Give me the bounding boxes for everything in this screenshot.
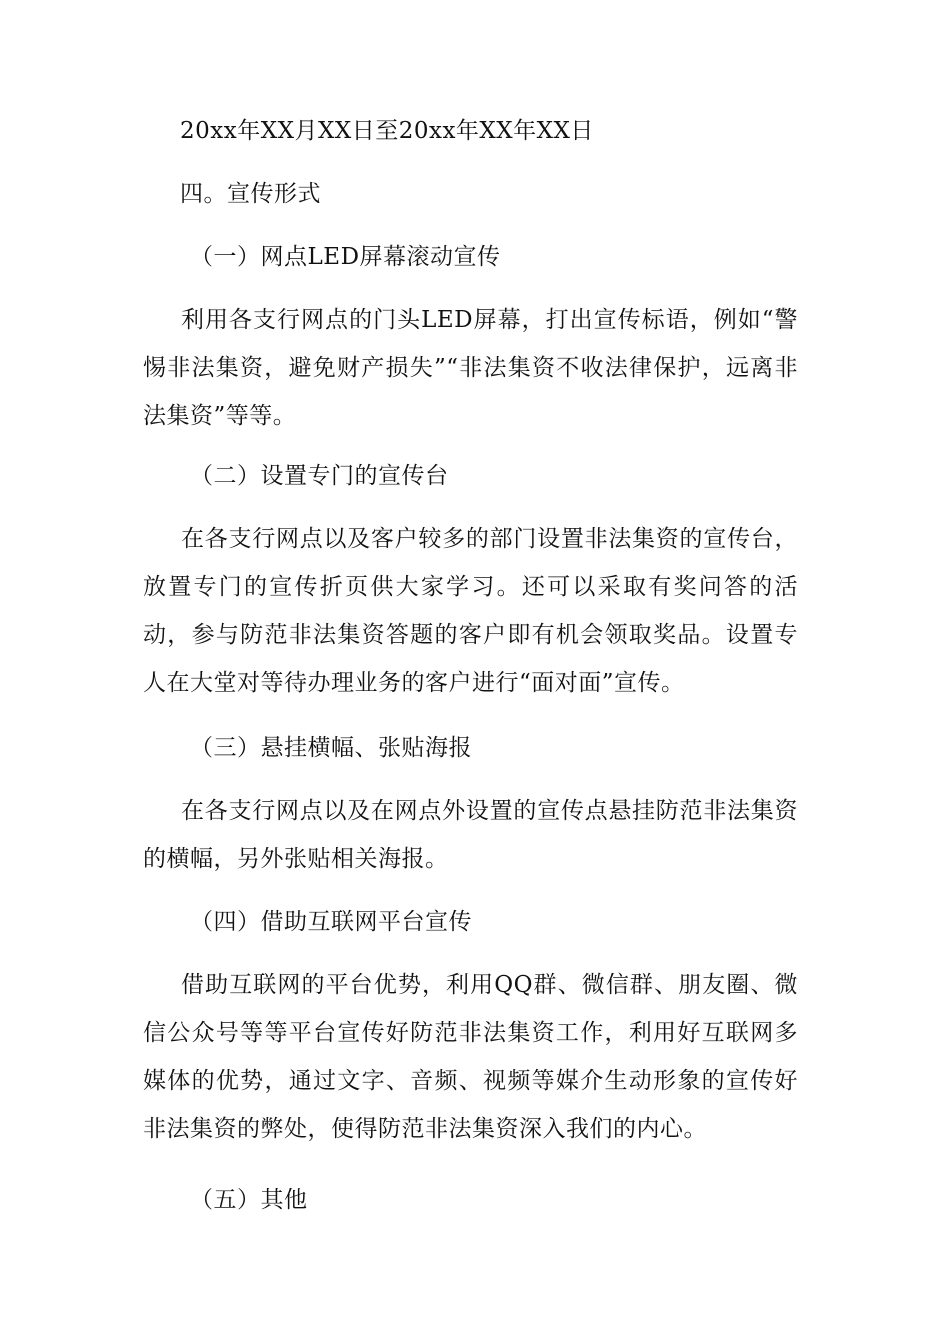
item-body-3: 在各支行网点以及在网点外设置的宣传点悬挂防范非法集资的横幅，另外张贴相关海报。 [143, 798, 798, 872]
item-heading-1: （一）网点LED屏幕滚动宣传 [190, 244, 501, 270]
item-body-4: 借助互联网的平台优势，利用QQ群、微信群、朋友圈、微信公众号等等平台宣传好防范非法集资工作，利用好互联网多媒体的优势，通过文字、音频、视频等媒介生动形象的宣传好非法集资的弊处，使得防范非法集资深入我们的内心。 [143, 972, 798, 1142]
item-heading-3: （三）悬挂横幅、张贴海报 [190, 735, 472, 761]
item-heading-5: （五）其他 [190, 1187, 308, 1213]
item-body-1: 利用各支行网点的门头LED屏幕，打出宣传标语，例如“警惕非法集资，避免财产损失”“非法集资不收法律保护，远离非法集资”等等。 [143, 307, 798, 429]
date-range-text: 20xx年XX月XX日至20xx年XX年XX日 [180, 118, 594, 144]
item-heading-4: （四）借助互联网平台宣传 [190, 909, 472, 935]
item-body-2: 在各支行网点以及客户较多的部门设置非法集资的宣传台，放置专门的宣传折页供大家学习。还可以采取有奖问答的活动，参与防范非法集资答题的客户即有机会领取奖品。设置专人在大堂对等待办理业务的客户进行“面对面”宣传。 [143, 526, 798, 696]
section-heading: 四。宣传形式 [180, 181, 321, 207]
item-heading-2: （二）设置专门的宣传台 [190, 463, 449, 489]
